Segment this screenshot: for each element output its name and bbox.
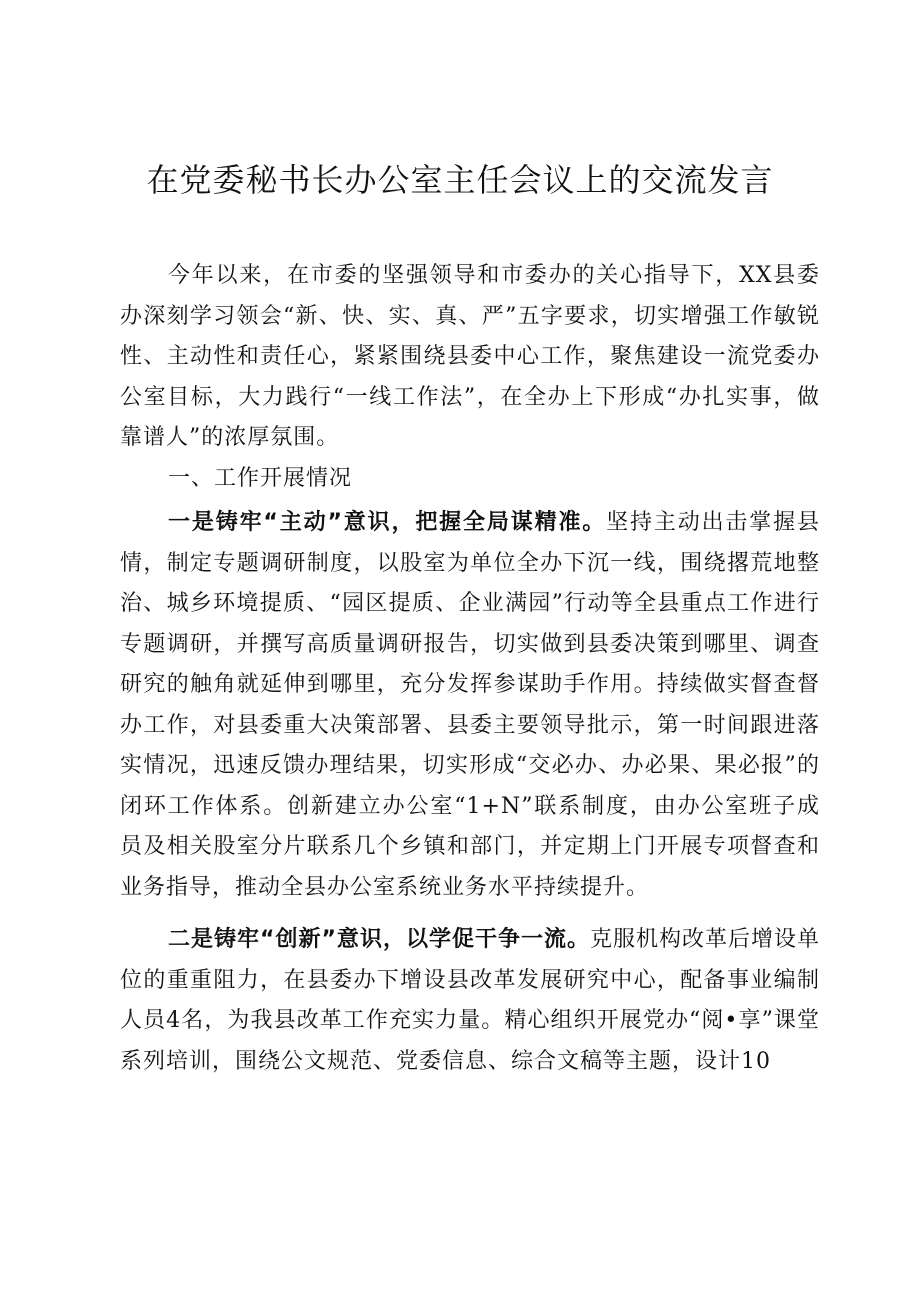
item-text-2: 克服机构改革后增设单位的重重阻力，在县委办下增设县改革发展研究中心，配备事业编制人员4名，为我县改革工作充实力量。精心组织开展党办“阅•享”课堂系列培训，围绕公文规范、党委信息、综合文稿等主题，设计10: [120, 927, 820, 1074]
item-lead-1: 一是铸牢“主动”意识，把握全局谋精准。: [168, 510, 607, 535]
item-paragraph-2: [120, 920, 820, 1082]
document-title: 在党委秘书长办公室主任会议上的交流发言: [146, 161, 774, 199]
item-lead-2: 二是铸牢“创新”意识，以学促干争一流。: [168, 927, 590, 952]
intro-paragraph: 今年以来，在市委的坚强领导和市委办的关心指导下，XX县委办深刻学习领会“新、快、实、真、严”五字要求，切实增强工作敏锐性、主动性和责任心，紧紧围绕县委中心工作，聚焦建设一流党委办公室目标，大力践行“一线工作法”，在全办上下形成“办扎实事，做靠谱人”的浓厚氛围。: [120, 263, 820, 450]
item-paragraph-1: [120, 503, 820, 908]
section-heading: 一、工作开展情况: [168, 465, 353, 491]
item-text-1: 坚持主动出击掌握县情，制定专题调研制度，以股室为单位全办下沉一线，围绕撂荒地整治、城乡环境提质、“园区提质、企业满园”行动等全县重点工作进行专题调研，并撰写高质量调研报告，切实做到县委决策到哪里、调查研究的触角就延伸到哪里，充分发挥参谋助手作用。持续做实督查督办工作，对县委重大决策部署、县委主要领导批示，第一时间跟进落实情况，迅速反馈办理结果，切实形成“交必办、办必果、果必报”的闭环工作体系。创新建立办公室“1+N”联系制度，由办公室班子成员及相关股室分片联系几个乡镇和部门，并定期上门开展专项督查和业务指导，推动全县办公室系统业务水平持续提升。: [120, 510, 820, 900]
document-body: [120, 256, 820, 1082]
